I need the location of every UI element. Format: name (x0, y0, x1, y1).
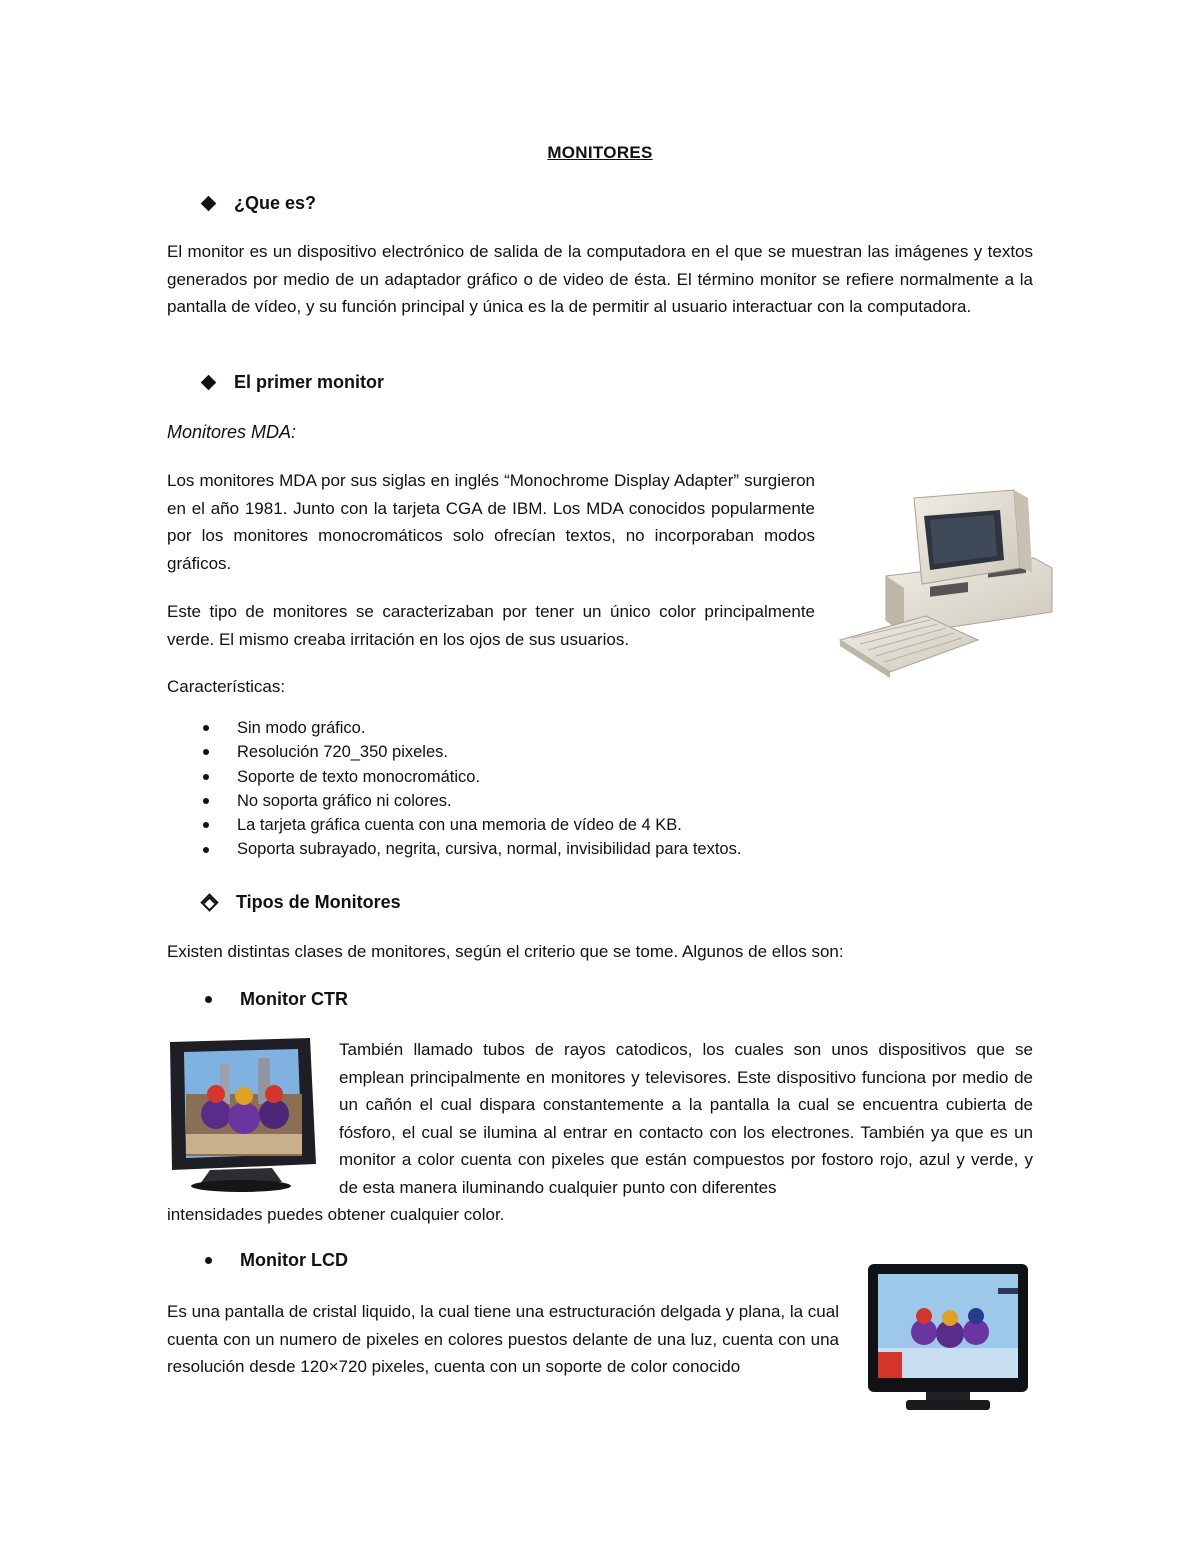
list-item: La tarjeta gráfica cuenta con una memoria de vídeo de 4 KB. (167, 813, 741, 837)
diamond-bullet-icon (201, 375, 217, 391)
lcd-paragraph: Es una pantalla de cristal liquido, la cual tiene una estructuración delgada y plana, la cual cuenta con un numero de pixeles en colores puestos delante de una luz, cuenta con una resolución desde 120×720 pixeles, cuenta con un soporte de color conocido (167, 1302, 839, 1376)
crt-monitor-image (160, 1034, 322, 1194)
heading-text: Tipos de Monitores (236, 892, 401, 912)
heading-text: Monitor CTR (240, 989, 348, 1009)
list-item: Soporte de texto monocromático. (167, 765, 741, 789)
diamond-bullet-icon (201, 196, 217, 212)
subheading-monitor-lcd (203, 1250, 348, 1271)
mda-paragraph-2: Este tipo de monitores se caracterizaban por tener un único color principalmente verde. El mismo creaba irritación en los ojos de sus usuarios. (167, 602, 815, 649)
lcd-monitor-image (866, 1262, 1030, 1414)
features-label: Características: (167, 677, 286, 696)
heading-text: ¿Que es? (234, 193, 317, 213)
mda-paragraph-1: Los monitores MDA por sus siglas en inglés “Monochrome Display Adapter” surgieron en el año 1981. Junto con la tarjeta CGA de IBM. Los MDA conocidos popularmente por los monitores monocromáticos solo ofrecían textos, no incorporaban modos gráficos. (167, 471, 815, 573)
vintage-pc-image (838, 488, 1056, 696)
section-heading-que-es (203, 193, 316, 214)
list-item: Soporta subrayado, negrita, cursiva, normal, invisibilidad para textos. (167, 837, 741, 861)
subheading-monitor-crt (203, 989, 348, 1010)
mda-subheading: Monitores MDA: (167, 422, 297, 442)
features-list (167, 716, 741, 862)
bullet-icon (203, 798, 209, 804)
diamond-bullet-icon (200, 893, 218, 911)
section-heading-tipos (203, 892, 401, 913)
crt-paragraph-full: intensidades puedes obtener cualquier color. (167, 1205, 505, 1224)
bullet-icon (203, 749, 209, 755)
tipos-intro: Existen distintas clases de monitores, según el criterio que se tome. Algunos de ellos son: (167, 942, 844, 961)
list-item: No soporta gráfico ni colores. (167, 789, 741, 813)
bullet-icon (203, 725, 209, 731)
bullet-icon (205, 996, 212, 1003)
heading-text: El primer monitor (234, 372, 385, 392)
bullet-icon (203, 822, 209, 828)
bullet-icon (205, 1257, 212, 1264)
page-title: MONITORES (547, 143, 653, 162)
bullet-icon (203, 847, 209, 853)
heading-text: Monitor LCD (240, 1250, 348, 1270)
list-item: Sin modo gráfico. (167, 716, 741, 740)
section-heading-primer-monitor (203, 372, 384, 393)
que-es-paragraph: El monitor es un dispositivo electrónico de salida de la computadora en el que se muestran las imágenes y textos generados por medio de un adaptador gráfico o de video de ésta. El término monitor se refiere normalmente a la pantalla de vídeo, y su función principal y única es la de permitir al usuario interactuar con la computadora. (167, 242, 1033, 316)
bullet-icon (203, 774, 209, 780)
list-item: Resolución 720_350 pixeles. (167, 740, 741, 764)
crt-paragraph-side: También llamado tubos de rayos catodicos, los cuales son unos dispositivos que se emplean principalmente en monitores y televisores. Este dispositivo funciona por medio de un cañón el cual dispara constantemente a la pantalla la cual se encuentra cubierta de fósforo, el cual se ilumina al entrar en contacto con los electrones. También ya que es un monitor a color cuenta con pixeles que están compuestos por fostoro rojo, azul y verde, y de esta manera iluminando cualquier punto con diferentes (339, 1040, 1033, 1197)
